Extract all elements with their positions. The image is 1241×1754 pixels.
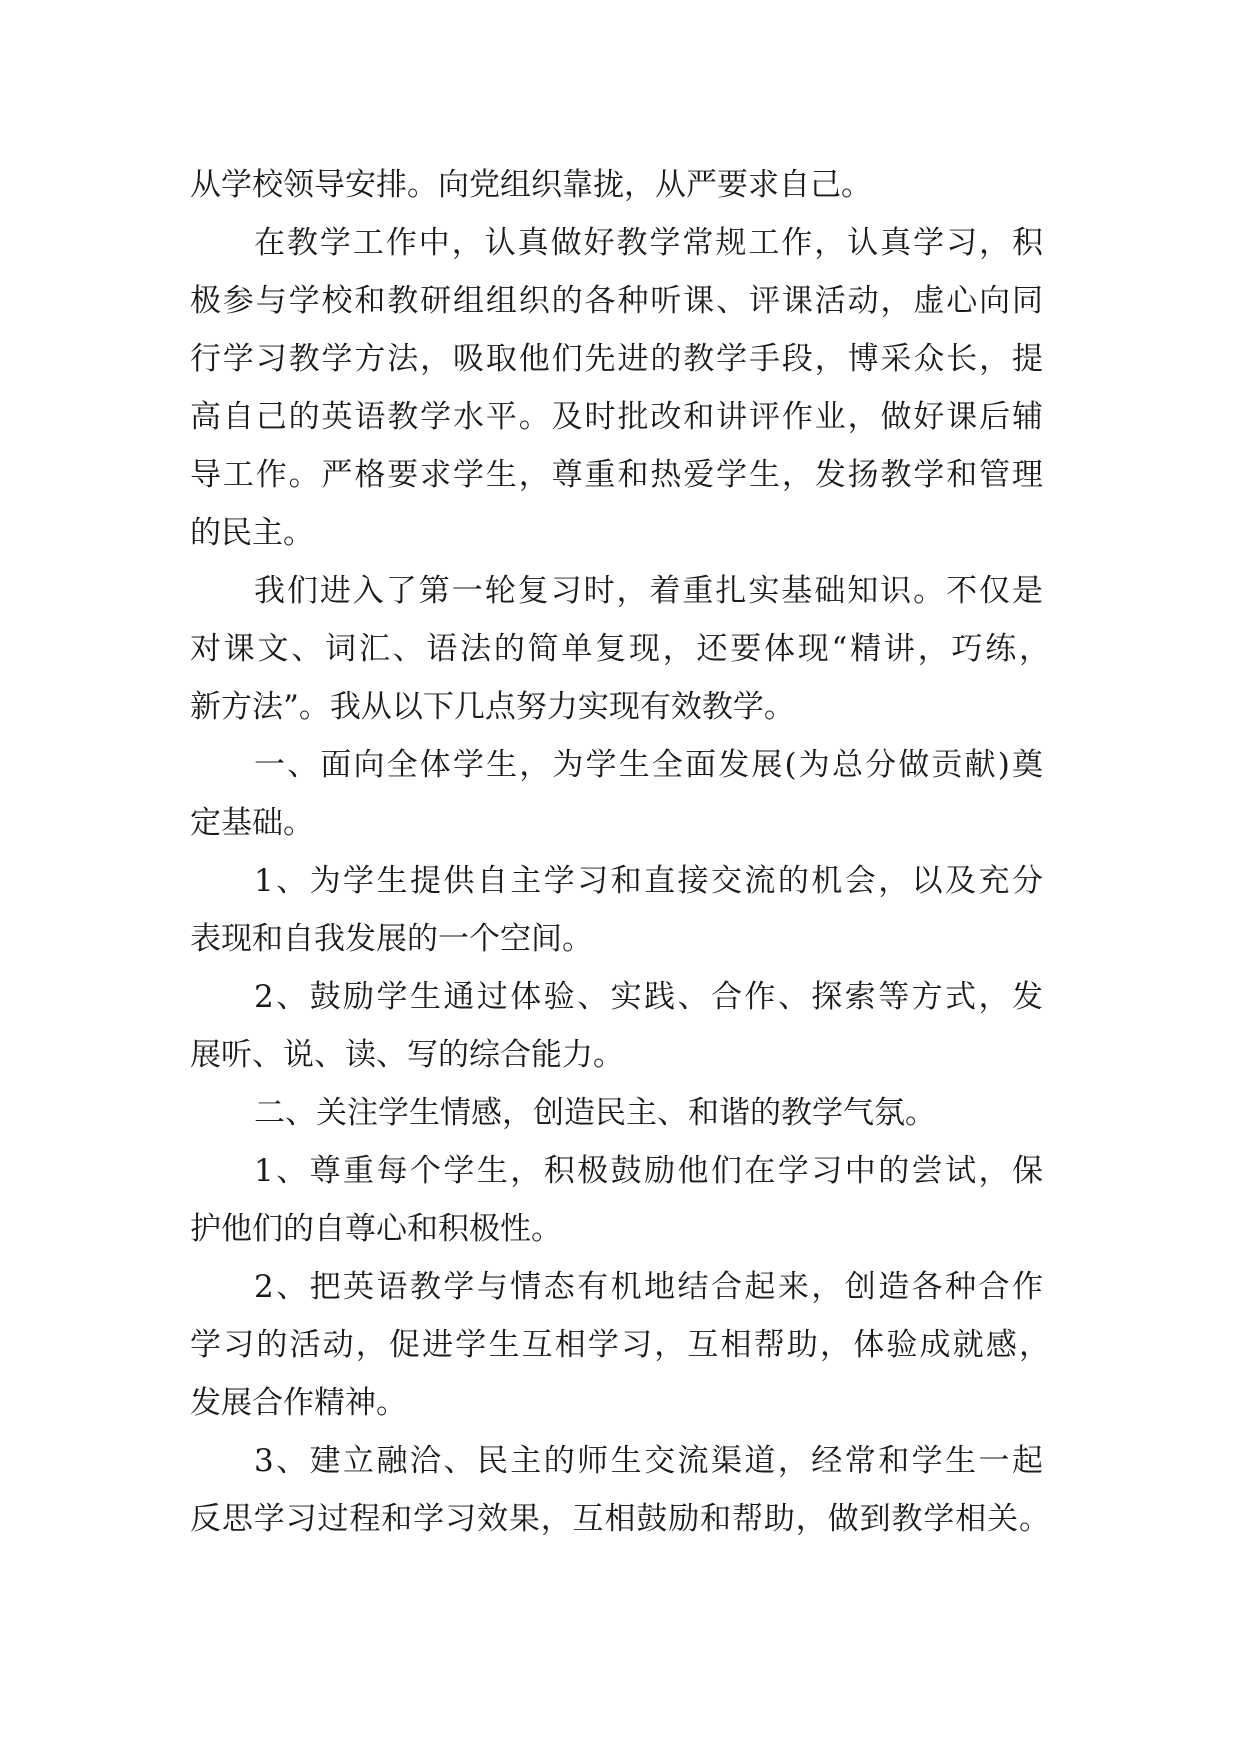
- text-line-content: 二、关注学生情感，创造民主、和谐的教学气氛。: [254, 1095, 936, 1131]
- text-line: [0, 1209, 1241, 1249]
- text-line-content: 1、为学生提供自主学习和直接交流的机会，以及充分: [254, 863, 1043, 899]
- text-line-content: 展听、说、读、写的综合能力。: [190, 1037, 624, 1073]
- text-line-content: 一、面向全体学生，为学生全面发展(为总分做贡献)奠: [254, 747, 1043, 783]
- text-line-content: 高自己的英语教学水平。及时批改和讲评作业，做好课后辅: [190, 399, 1043, 435]
- text-line: [0, 339, 1241, 379]
- text-line: [0, 745, 1241, 785]
- text-line-content: 2、把英语教学与情态有机地结合起来，创造各种合作: [254, 1269, 1043, 1305]
- text-line: [0, 455, 1241, 495]
- text-line-content: 导工作。严格要求学生，尊重和热爱学生，发扬教学和管理: [190, 457, 1043, 493]
- text-line-content: 1、尊重每个学生，积极鼓励他们在学习中的尝试，保: [254, 1153, 1043, 1189]
- text-line: [0, 1151, 1241, 1191]
- text-line: [0, 803, 1241, 843]
- text-line: [0, 861, 1241, 901]
- text-line: [0, 571, 1241, 611]
- text-line: [0, 629, 1241, 669]
- text-line-content: 3、建立融洽、民主的师生交流渠道，经常和学生一起: [254, 1443, 1043, 1479]
- text-line-content: 表现和自我发展的一个空间。: [190, 921, 593, 957]
- text-line-content: 我们进入了第一轮复习时，着重扎实基础知识。不仅是: [254, 573, 1043, 609]
- text-line: [0, 687, 1241, 727]
- text-line: [0, 165, 1241, 205]
- text-line-content: 行学习教学方法，吸取他们先进的教学手段，博采众长，提: [190, 341, 1043, 377]
- text-line: [0, 397, 1241, 437]
- text-line: [0, 1441, 1241, 1481]
- text-line: [0, 281, 1241, 321]
- text-line: [0, 919, 1241, 959]
- text-line-content: 的民主。: [190, 515, 314, 551]
- text-line-content: 对课文、词汇、语法的简单复现，还要体现“精讲，巧练，: [190, 631, 1050, 667]
- text-line-content: 2、鼓励学生通过体验、实践、合作、探索等方式，发: [254, 979, 1043, 1015]
- text-line: [0, 1383, 1241, 1423]
- text-line-content: 从学校领导安排。向党组织靠拢，从严要求自己。: [190, 167, 872, 203]
- text-line-content: 定基础。: [190, 805, 314, 841]
- text-line-content: 极参与学校和教研组组织的各种听课、评课活动，虚心向同: [190, 283, 1043, 319]
- text-line-content: 发展合作精神。: [190, 1385, 407, 1421]
- text-line: [0, 1093, 1241, 1133]
- text-line: [0, 223, 1241, 263]
- text-line: [0, 977, 1241, 1017]
- text-line: [0, 1035, 1241, 1075]
- text-line-content: 新方法”。我从以下几点努力实现有效教学。: [190, 689, 795, 725]
- text-line: [0, 513, 1241, 553]
- text-line-content: 在教学工作中，认真做好教学常规工作，认真学习，积: [254, 225, 1043, 261]
- text-line-content: 学习的活动，促进学生互相学习，互相帮助，体验成就感，: [190, 1327, 1050, 1363]
- text-line-content: 护他们的自尊心和积极性。: [190, 1211, 562, 1247]
- text-line-content: 反思学习过程和学习效果，互相鼓励和帮助，做到教学相关。: [190, 1501, 1050, 1537]
- text-line: [0, 1267, 1241, 1307]
- text-line: [0, 1499, 1241, 1539]
- text-line: [0, 1325, 1241, 1365]
